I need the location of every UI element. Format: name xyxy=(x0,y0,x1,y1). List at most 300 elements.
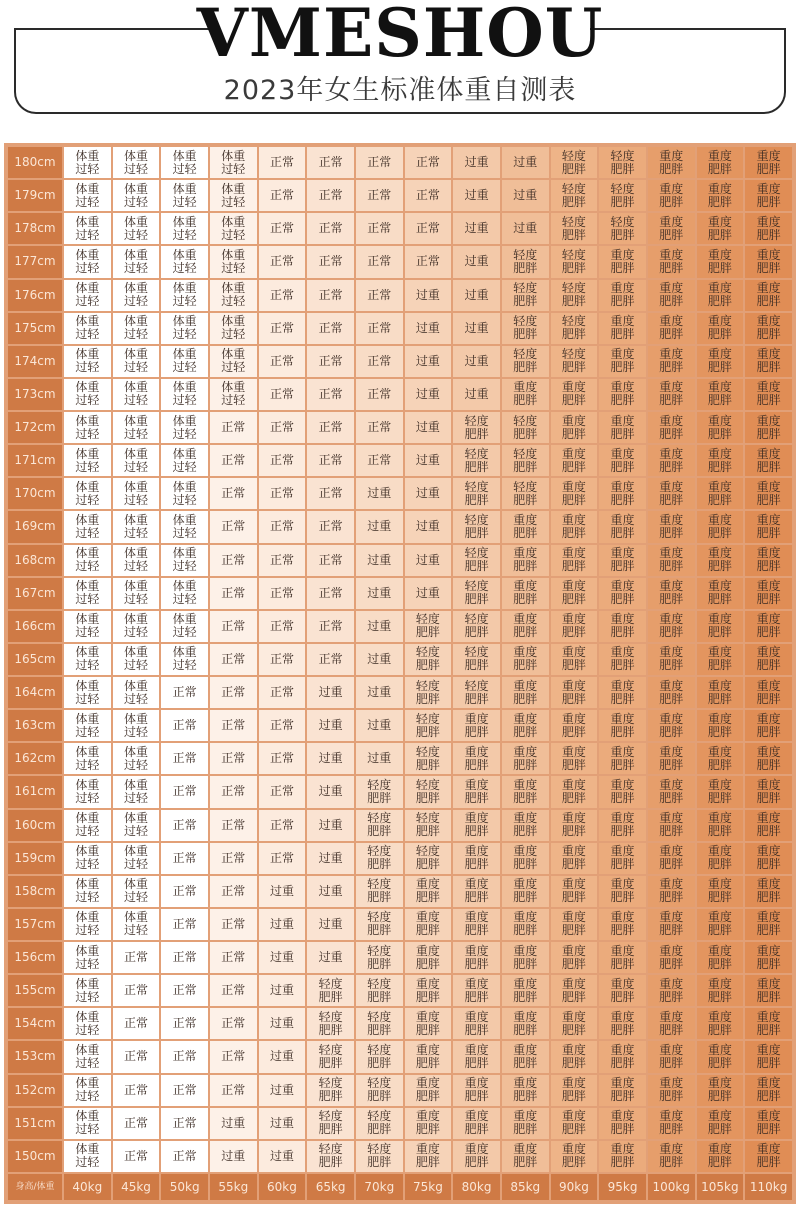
cell-label: 轻度肥胖 xyxy=(318,1009,343,1037)
cell-label: 重度肥胖 xyxy=(659,1142,684,1170)
cell-label: 体重过轻 xyxy=(123,844,148,872)
cell-label: 重度肥胖 xyxy=(561,744,586,772)
cell-label: 重度肥胖 xyxy=(561,910,586,938)
cell-label: 正常 xyxy=(221,817,246,832)
table-cell xyxy=(502,313,549,344)
cell-label: 重度肥胖 xyxy=(610,1109,635,1137)
table-cell xyxy=(502,147,549,178)
cell-label: 过重 xyxy=(367,519,392,534)
cell-label: 重度肥胖 xyxy=(756,380,781,408)
cell-label: 过重 xyxy=(464,320,489,335)
cell-label: 轻度肥胖 xyxy=(367,1009,392,1037)
table-cell xyxy=(113,810,160,841)
height-label: 170cm xyxy=(8,478,62,509)
table-cell xyxy=(64,909,111,940)
table-cell xyxy=(697,611,744,642)
table-cell xyxy=(161,1075,208,1106)
table-cell xyxy=(405,1008,452,1039)
cell-label: 轻度肥胖 xyxy=(415,612,440,640)
cell-label: 正常 xyxy=(269,287,294,302)
table-row xyxy=(8,180,792,211)
table-cell xyxy=(259,743,306,774)
table-cell xyxy=(502,412,549,443)
table-cell xyxy=(259,213,306,244)
table-cell xyxy=(259,1075,306,1106)
cell-label: 体重过轻 xyxy=(123,214,148,242)
cell-label: 体重过轻 xyxy=(75,844,100,872)
cell-label: 体重过轻 xyxy=(172,546,197,574)
cell-label: 重度肥胖 xyxy=(464,1109,489,1137)
cell-label: 正常 xyxy=(172,850,197,865)
table-cell xyxy=(745,478,792,509)
cell-label: 体重过轻 xyxy=(221,281,246,309)
cell-label: 重度肥胖 xyxy=(415,910,440,938)
cell-label: 重度肥胖 xyxy=(561,479,586,507)
cell-label: 体重过轻 xyxy=(75,281,100,309)
cell-label: 正常 xyxy=(415,155,440,170)
height-label: 179cm xyxy=(8,180,62,211)
cell-label: 轻度肥胖 xyxy=(415,811,440,839)
table-row xyxy=(8,677,792,708)
height-label: 164cm xyxy=(8,677,62,708)
height-label: 173cm xyxy=(8,379,62,410)
cell-label: 体重过轻 xyxy=(221,347,246,375)
table-cell xyxy=(307,478,354,509)
cell-label: 重度肥胖 xyxy=(561,380,586,408)
table-cell xyxy=(551,611,598,642)
table-cell xyxy=(64,843,111,874)
table-cell xyxy=(551,578,598,609)
table-cell xyxy=(599,743,646,774)
cell-label: 重度肥胖 xyxy=(707,777,732,805)
table-cell xyxy=(599,710,646,741)
table-cell xyxy=(356,379,403,410)
table-cell xyxy=(697,1041,744,1072)
cell-label: 过重 xyxy=(318,916,343,931)
weight-label: 95kg xyxy=(599,1174,646,1200)
cell-label: 体重过轻 xyxy=(75,877,100,905)
table-cell xyxy=(599,1141,646,1172)
table-cell xyxy=(697,876,744,907)
table-row xyxy=(8,611,792,642)
cell-label: 重度肥胖 xyxy=(707,844,732,872)
table-cell xyxy=(210,1008,257,1039)
cell-label: 体重过轻 xyxy=(75,777,100,805)
cell-label: 正常 xyxy=(172,751,197,766)
table-cell xyxy=(599,379,646,410)
table-cell xyxy=(64,1141,111,1172)
cell-label: 重度肥胖 xyxy=(561,512,586,540)
cell-label: 重度肥胖 xyxy=(707,181,732,209)
table-cell xyxy=(599,246,646,277)
cell-label: 轻度肥胖 xyxy=(318,1042,343,1070)
cell-label: 体重过轻 xyxy=(123,148,148,176)
table-cell xyxy=(259,776,306,807)
table-cell xyxy=(405,677,452,708)
cell-label: 重度肥胖 xyxy=(659,1009,684,1037)
table-cell xyxy=(648,743,695,774)
table-cell xyxy=(307,611,354,642)
cell-label: 正常 xyxy=(172,1049,197,1064)
table-row xyxy=(8,644,792,675)
table-cell xyxy=(405,313,452,344)
table-cell xyxy=(551,1108,598,1139)
cell-label: 体重过轻 xyxy=(75,645,100,673)
cell-label: 正常 xyxy=(221,1049,246,1064)
table-cell xyxy=(697,644,744,675)
cell-label: 重度肥胖 xyxy=(707,711,732,739)
cell-label: 轻度肥胖 xyxy=(367,910,392,938)
table-cell xyxy=(599,147,646,178)
table-cell xyxy=(210,1075,257,1106)
cell-label: 体重过轻 xyxy=(75,711,100,739)
table-cell xyxy=(405,213,452,244)
page-subtitle: 2023年女生标准体重自测表 xyxy=(223,75,577,106)
table-cell xyxy=(356,1108,403,1139)
table-cell xyxy=(551,1141,598,1172)
cell-label: 重度肥胖 xyxy=(756,1076,781,1104)
table-cell xyxy=(307,1075,354,1106)
table-cell xyxy=(453,975,500,1006)
cell-label: 重度肥胖 xyxy=(513,380,538,408)
cell-label: 体重过轻 xyxy=(221,314,246,342)
table-cell xyxy=(307,412,354,443)
cell-label: 重度肥胖 xyxy=(659,579,684,607)
table-cell xyxy=(161,909,208,940)
cell-label: 重度肥胖 xyxy=(659,645,684,673)
table-cell xyxy=(356,545,403,576)
table-cell xyxy=(113,710,160,741)
height-label: 155cm xyxy=(8,975,62,1006)
cell-label: 正常 xyxy=(172,817,197,832)
table-cell xyxy=(161,180,208,211)
height-label: 176cm xyxy=(8,280,62,311)
table-cell xyxy=(64,611,111,642)
weight-label: 110kg xyxy=(745,1174,792,1200)
table-cell xyxy=(551,346,598,377)
cell-label: 重度肥胖 xyxy=(659,1042,684,1070)
weight-label: 105kg xyxy=(697,1174,744,1200)
table-cell xyxy=(648,710,695,741)
table-cell xyxy=(161,313,208,344)
table-cell xyxy=(697,478,744,509)
cell-label: 重度肥胖 xyxy=(707,314,732,342)
table-cell xyxy=(307,1141,354,1172)
cell-label: 重度肥胖 xyxy=(707,281,732,309)
table-cell xyxy=(551,876,598,907)
cell-label: 重度肥胖 xyxy=(756,910,781,938)
cell-label: 过重 xyxy=(318,850,343,865)
table-cell xyxy=(745,942,792,973)
cell-label: 重度肥胖 xyxy=(707,446,732,474)
table-cell xyxy=(551,677,598,708)
cell-label: 正常 xyxy=(172,1148,197,1163)
cell-label: 过重 xyxy=(367,618,392,633)
table-cell xyxy=(745,147,792,178)
table-cell xyxy=(648,213,695,244)
table-cell xyxy=(648,578,695,609)
table-cell xyxy=(64,876,111,907)
height-label: 154cm xyxy=(8,1008,62,1039)
table-cell xyxy=(453,1141,500,1172)
table-cell xyxy=(502,975,549,1006)
table-cell xyxy=(307,975,354,1006)
cell-label: 正常 xyxy=(318,188,343,203)
table-cell xyxy=(599,445,646,476)
weight-header-row xyxy=(8,1174,792,1200)
table-cell xyxy=(210,280,257,311)
table-cell xyxy=(551,213,598,244)
table-cell xyxy=(551,412,598,443)
table-cell xyxy=(502,545,549,576)
table-cell xyxy=(307,147,354,178)
cell-label: 过重 xyxy=(415,420,440,435)
table-cell xyxy=(113,478,160,509)
table-cell xyxy=(405,379,452,410)
table-cell xyxy=(405,776,452,807)
cell-label: 正常 xyxy=(415,254,440,269)
cell-label: 重度肥胖 xyxy=(415,976,440,1004)
table-cell xyxy=(405,246,452,277)
table-cell xyxy=(259,478,306,509)
table-cell xyxy=(161,843,208,874)
table-cell xyxy=(745,876,792,907)
table-cell xyxy=(745,975,792,1006)
table-cell xyxy=(307,1108,354,1139)
cell-label: 重度肥胖 xyxy=(561,877,586,905)
cell-label: 过重 xyxy=(367,718,392,733)
table-cell xyxy=(745,710,792,741)
cell-label: 重度肥胖 xyxy=(707,413,732,441)
height-label: 159cm xyxy=(8,843,62,874)
table-cell xyxy=(453,412,500,443)
cell-label: 重度肥胖 xyxy=(561,811,586,839)
cell-label: 重度肥胖 xyxy=(756,1142,781,1170)
table-cell xyxy=(356,975,403,1006)
table-cell xyxy=(113,909,160,940)
cell-label: 重度肥胖 xyxy=(756,744,781,772)
table-cell xyxy=(64,313,111,344)
table-cell xyxy=(161,810,208,841)
table-cell xyxy=(551,710,598,741)
cell-label: 轻度肥胖 xyxy=(561,148,586,176)
table-cell xyxy=(405,1141,452,1172)
cell-label: 重度肥胖 xyxy=(610,744,635,772)
table-cell xyxy=(648,1141,695,1172)
table-cell xyxy=(745,545,792,576)
cell-label: 正常 xyxy=(367,155,392,170)
cell-label: 轻度肥胖 xyxy=(318,1076,343,1104)
cell-label: 过重 xyxy=(318,784,343,799)
table-cell xyxy=(356,942,403,973)
weight-label: 45kg xyxy=(113,1174,160,1200)
cell-label: 正常 xyxy=(172,983,197,998)
cell-label: 体重过轻 xyxy=(75,479,100,507)
height-label: 150cm xyxy=(8,1141,62,1172)
table-cell xyxy=(64,147,111,178)
cell-label: 过重 xyxy=(464,386,489,401)
cell-label: 重度肥胖 xyxy=(659,943,684,971)
table-row xyxy=(8,843,792,874)
table-cell xyxy=(356,478,403,509)
table-cell xyxy=(161,644,208,675)
table-cell xyxy=(113,1141,160,1172)
table-cell xyxy=(113,776,160,807)
height-label: 172cm xyxy=(8,412,62,443)
table-cell xyxy=(161,975,208,1006)
weight-label: 60kg xyxy=(259,1174,306,1200)
cell-label: 正常 xyxy=(269,420,294,435)
table-cell xyxy=(648,180,695,211)
cell-label: 重度肥胖 xyxy=(756,844,781,872)
cell-label: 过重 xyxy=(415,486,440,501)
cell-label: 重度肥胖 xyxy=(756,976,781,1004)
cell-label: 体重过轻 xyxy=(75,811,100,839)
cell-label: 体重过轻 xyxy=(75,1142,100,1170)
cell-label: 体重过轻 xyxy=(75,1009,100,1037)
cell-label: 重度肥胖 xyxy=(610,1042,635,1070)
table-cell xyxy=(697,379,744,410)
cell-label: 轻度肥胖 xyxy=(561,214,586,242)
table-cell xyxy=(210,942,257,973)
table-cell xyxy=(307,644,354,675)
height-label: 177cm xyxy=(8,246,62,277)
cell-label: 正常 xyxy=(123,1148,148,1163)
table-cell xyxy=(599,843,646,874)
corner-label: 身高/体重 xyxy=(8,1174,62,1200)
cell-label: 过重 xyxy=(318,950,343,965)
cell-label: 过重 xyxy=(415,353,440,368)
cell-label: 过重 xyxy=(367,585,392,600)
cell-label: 轻度肥胖 xyxy=(464,579,489,607)
table-cell xyxy=(161,213,208,244)
table-cell xyxy=(697,511,744,542)
cell-label: 重度肥胖 xyxy=(415,1042,440,1070)
table-cell xyxy=(161,511,208,542)
table-cell xyxy=(599,578,646,609)
cell-label: 正常 xyxy=(221,453,246,468)
table-cell xyxy=(405,346,452,377)
cell-label: 正常 xyxy=(221,883,246,898)
cell-label: 体重过轻 xyxy=(75,247,100,275)
cell-label: 正常 xyxy=(221,850,246,865)
cell-label: 重度肥胖 xyxy=(513,678,538,706)
table-cell xyxy=(210,975,257,1006)
table-cell xyxy=(599,975,646,1006)
table-cell xyxy=(161,346,208,377)
table-cell xyxy=(161,611,208,642)
cell-label: 体重过轻 xyxy=(75,148,100,176)
cell-label: 正常 xyxy=(318,486,343,501)
table-cell xyxy=(113,578,160,609)
table-cell xyxy=(453,147,500,178)
height-label: 162cm xyxy=(8,743,62,774)
table-cell xyxy=(161,942,208,973)
cell-label: 过重 xyxy=(415,585,440,600)
cell-label: 重度肥胖 xyxy=(659,380,684,408)
table-row xyxy=(8,1141,792,1172)
table-cell xyxy=(502,942,549,973)
table-cell xyxy=(551,445,598,476)
table-cell xyxy=(648,810,695,841)
table-cell xyxy=(64,213,111,244)
cell-label: 重度肥胖 xyxy=(659,612,684,640)
table-cell xyxy=(502,810,549,841)
cell-label: 轻度肥胖 xyxy=(561,281,586,309)
cell-label: 正常 xyxy=(172,1115,197,1130)
cell-label: 重度肥胖 xyxy=(561,1109,586,1137)
cell-label: 重度肥胖 xyxy=(610,247,635,275)
cell-label: 轻度肥胖 xyxy=(415,777,440,805)
table-cell xyxy=(356,1008,403,1039)
cell-label: 过重 xyxy=(318,817,343,832)
cell-label: 重度肥胖 xyxy=(707,247,732,275)
cell-label: 轻度肥胖 xyxy=(513,347,538,375)
table-cell xyxy=(453,1108,500,1139)
table-cell xyxy=(648,611,695,642)
table-row xyxy=(8,511,792,542)
table-cell xyxy=(259,147,306,178)
table-cell xyxy=(453,644,500,675)
table-cell xyxy=(502,710,549,741)
cell-label: 体重过轻 xyxy=(75,744,100,772)
table-cell xyxy=(64,743,111,774)
table-cell xyxy=(64,379,111,410)
table-cell xyxy=(745,611,792,642)
cell-label: 重度肥胖 xyxy=(464,777,489,805)
table-cell xyxy=(113,445,160,476)
table-cell xyxy=(551,942,598,973)
table-cell xyxy=(64,1075,111,1106)
cell-label: 正常 xyxy=(318,651,343,666)
table-cell xyxy=(64,942,111,973)
cell-label: 体重过轻 xyxy=(75,612,100,640)
cell-label: 体重过轻 xyxy=(123,877,148,905)
cell-label: 重度肥胖 xyxy=(756,579,781,607)
table-cell xyxy=(405,743,452,774)
table-cell xyxy=(405,478,452,509)
table-row xyxy=(8,445,792,476)
table-cell xyxy=(405,511,452,542)
cell-label: 轻度肥胖 xyxy=(367,777,392,805)
table-cell xyxy=(697,843,744,874)
table-cell xyxy=(599,677,646,708)
table-cell xyxy=(356,1075,403,1106)
table-cell xyxy=(599,412,646,443)
height-label: 161cm xyxy=(8,776,62,807)
table-cell xyxy=(405,1041,452,1072)
table-cell xyxy=(356,346,403,377)
cell-label: 重度肥胖 xyxy=(464,711,489,739)
cell-label: 正常 xyxy=(221,651,246,666)
cell-label: 重度肥胖 xyxy=(659,811,684,839)
cell-label: 体重过轻 xyxy=(75,347,100,375)
table-cell xyxy=(405,1075,452,1106)
cell-label: 重度肥胖 xyxy=(561,446,586,474)
cell-label: 体重过轻 xyxy=(172,579,197,607)
cell-label: 体重过轻 xyxy=(123,579,148,607)
cell-label: 重度肥胖 xyxy=(610,711,635,739)
cell-label: 轻度肥胖 xyxy=(610,148,635,176)
cell-label: 轻度肥胖 xyxy=(464,413,489,441)
cell-label: 重度肥胖 xyxy=(561,678,586,706)
table-row xyxy=(8,942,792,973)
cell-label: 正常 xyxy=(269,817,294,832)
cell-label: 重度肥胖 xyxy=(561,943,586,971)
table-cell xyxy=(113,180,160,211)
cell-label: 重度肥胖 xyxy=(610,943,635,971)
cell-label: 重度肥胖 xyxy=(707,877,732,905)
